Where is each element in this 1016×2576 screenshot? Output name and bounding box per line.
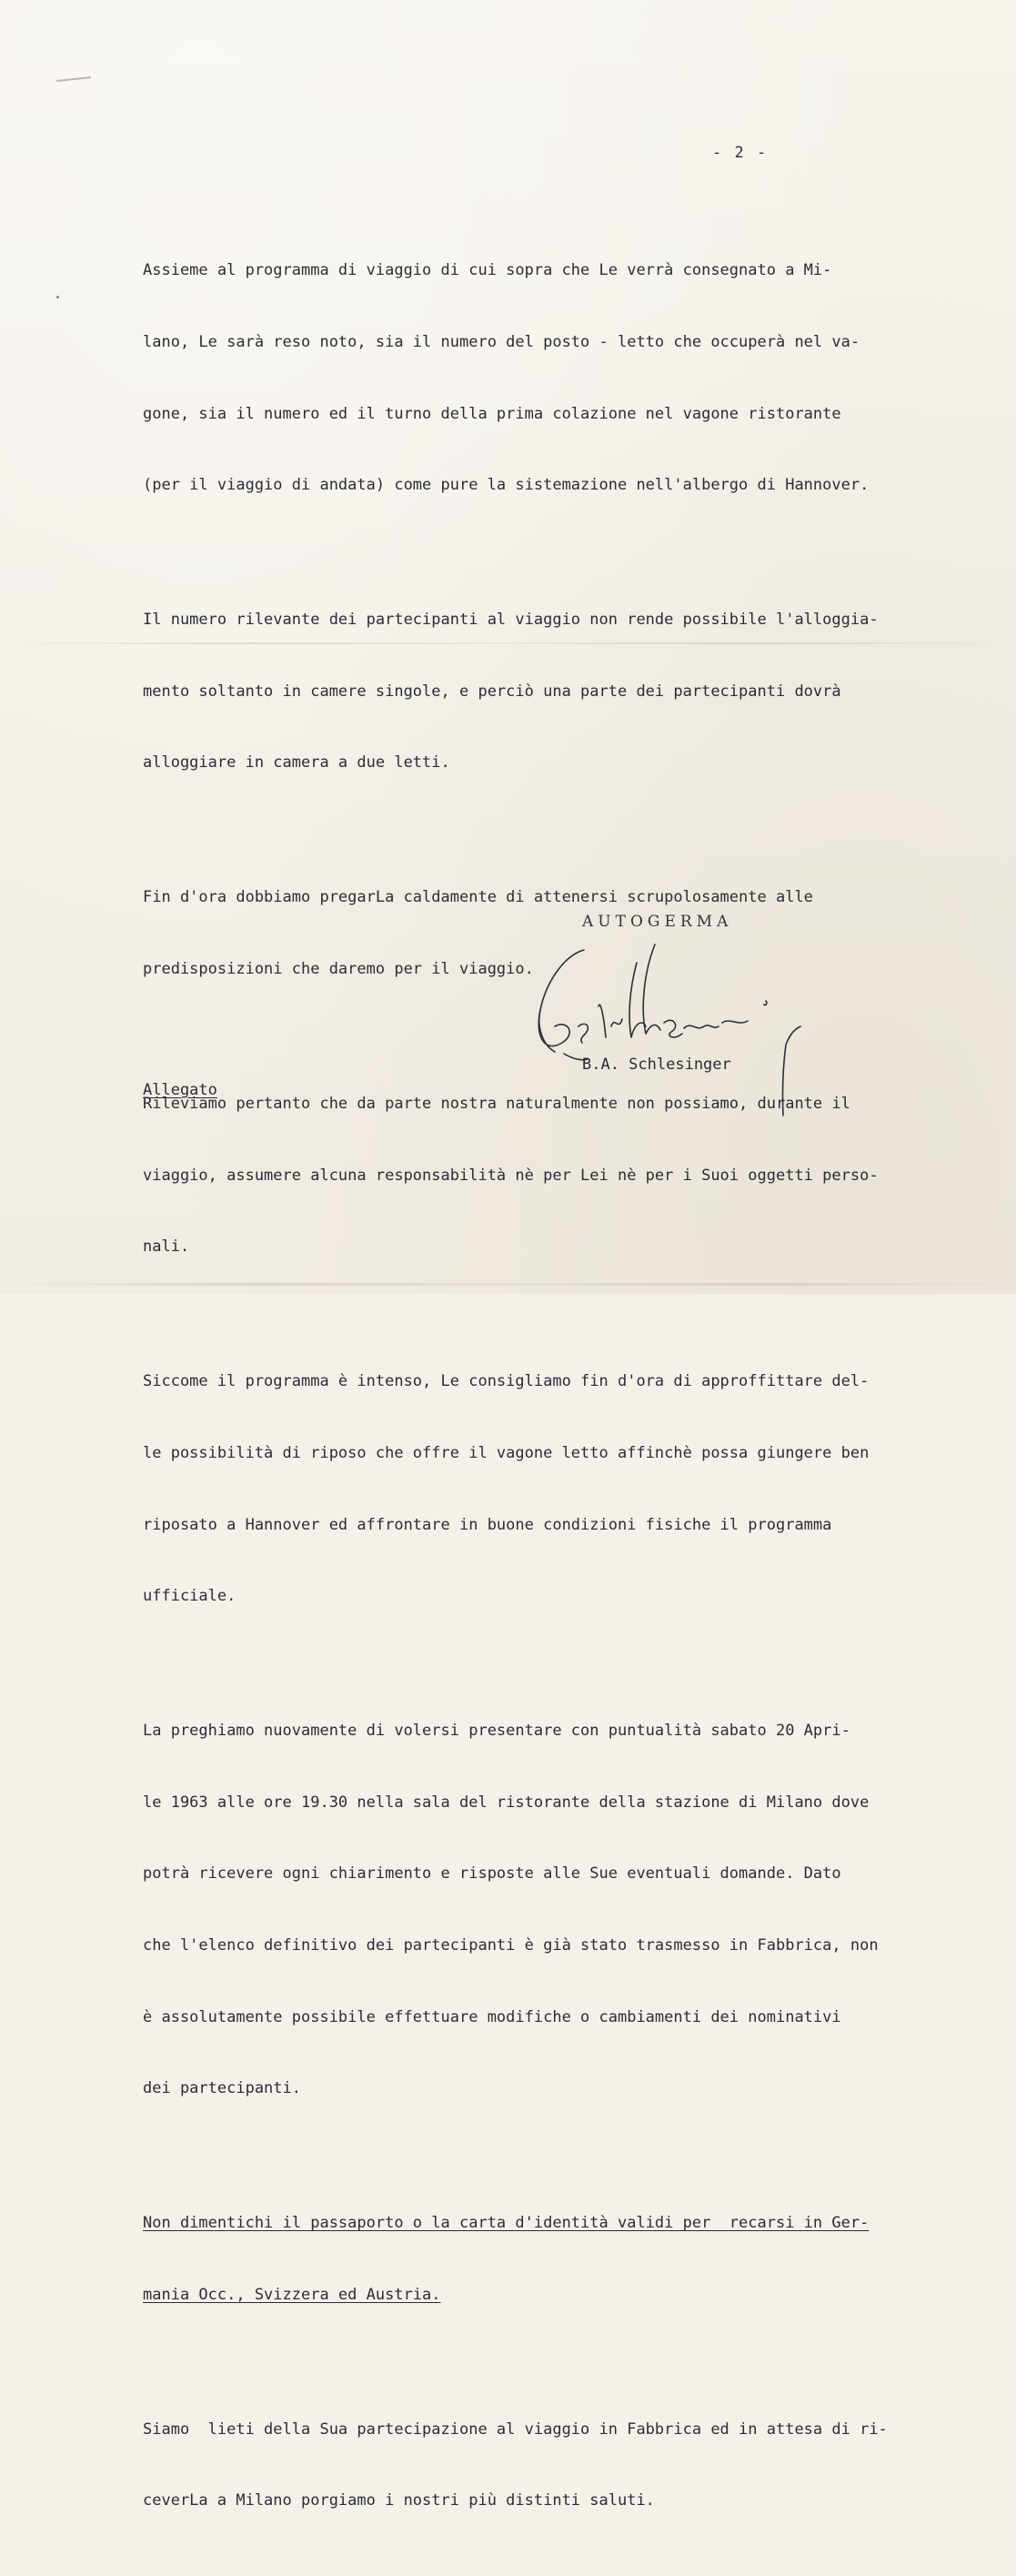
paragraph-meeting-details <box>143 1672 943 2148</box>
text-line: lano, Le sarà reso noto, sia il numero del posto - letto che occuperà nel va- <box>143 333 860 352</box>
company-name: AUTOGERMA <box>582 913 733 931</box>
text-line: Rileviamo pertanto che da parte nostra naturalmente non possiamo, durante il <box>143 1095 850 1114</box>
text-line: riposato a Hannover ed affrontare in buone condizioni fisiche il programma <box>143 1515 832 1534</box>
paragraph-accommodation <box>143 561 943 823</box>
text-line: Siamo lieti della Sua partecipazione al viaggio in Fabbrica ed in attesa di ri- <box>143 2419 888 2439</box>
text-line: gone, sia il numero ed il turno della prima colazione nel vagone ristorante <box>143 404 841 423</box>
letter-body <box>143 211 943 2576</box>
text-line: Assieme al programma di viaggio di cui sopra che Le verrà consegnato a Mi- <box>143 261 832 280</box>
paragraph-rest-advice <box>143 1322 943 1656</box>
signer-name: B.A. Schlesinger <box>582 1056 731 1074</box>
text-line: Siccome il programma è intenso, Le consigliamo fin d'ora di approffittare del- <box>143 1372 870 1391</box>
text-line: è assolutamente possibile effettuare modifiche o cambiamenti dei nominativi <box>143 2007 841 2026</box>
enclosure-label: Allegato <box>143 1081 217 1099</box>
text-line: le possibilità di riposo che offre il vagone letto affinchè possa giungere ben <box>143 1443 870 1462</box>
text-line: potrà ricevere ogni chiarimento e risposte alle Sue eventuali domande. Dato <box>143 1864 841 1884</box>
text-line: dei partecipanti. <box>143 2079 301 2098</box>
page-number: - 2 - <box>712 144 769 162</box>
text-line: Non dimentichi il passaporto o la carta d'identità validi per recarsi in Ger- <box>143 2214 870 2233</box>
text-line: le 1963 alle ore 19.30 nella sala del ristorante della stazione di Milano dove <box>143 1793 870 1812</box>
text-line: Il numero rilevante dei partecipanti al viaggio non rende possibile l'alloggia- <box>143 611 879 630</box>
ink-dot <box>56 296 59 298</box>
handwritten-signature <box>528 935 810 1117</box>
text-line: nali. <box>143 1237 190 1257</box>
text-line: mania Occ., Svizzera ed Austria. <box>143 2285 441 2304</box>
text-line: ceverLa a Milano porgiamo i nostri più distinti saluti. <box>143 2491 655 2510</box>
text-line: mento soltanto in camere singole, e perciò una parte dei partecipanti dovrà <box>143 682 841 701</box>
paragraph-passport-reminder <box>143 2164 943 2355</box>
text-line: La preghiamo nuovamente di volersi presentare con puntualità sabato 20 Apri- <box>143 1722 850 1741</box>
text-line: (per il viaggio di andata) come pure la sistemazione nell'albergo di Hannover. <box>143 476 870 495</box>
text-line: ufficiale. <box>143 1587 236 1606</box>
text-line: Fin d'ora dobbiamo pregarLa caldamente di attenersi scrupolosamente alle <box>143 888 813 907</box>
text-line: alloggiare in camera a due letti. <box>143 753 450 773</box>
pencil-mark <box>56 76 91 82</box>
text-line: che l'elenco definitivo dei partecipanti è già stato trasmesso in Fabbrica, non <box>143 1936 879 1955</box>
paragraph-travel-program <box>143 211 943 545</box>
text-line: predisposizioni che daremo per il viaggio. <box>143 960 534 979</box>
text-line: viaggio, assumere alcuna responsabilità nè per Lei nè per i Suoi oggetti perso- <box>143 1166 879 1185</box>
paragraph-closing <box>143 2369 943 2561</box>
